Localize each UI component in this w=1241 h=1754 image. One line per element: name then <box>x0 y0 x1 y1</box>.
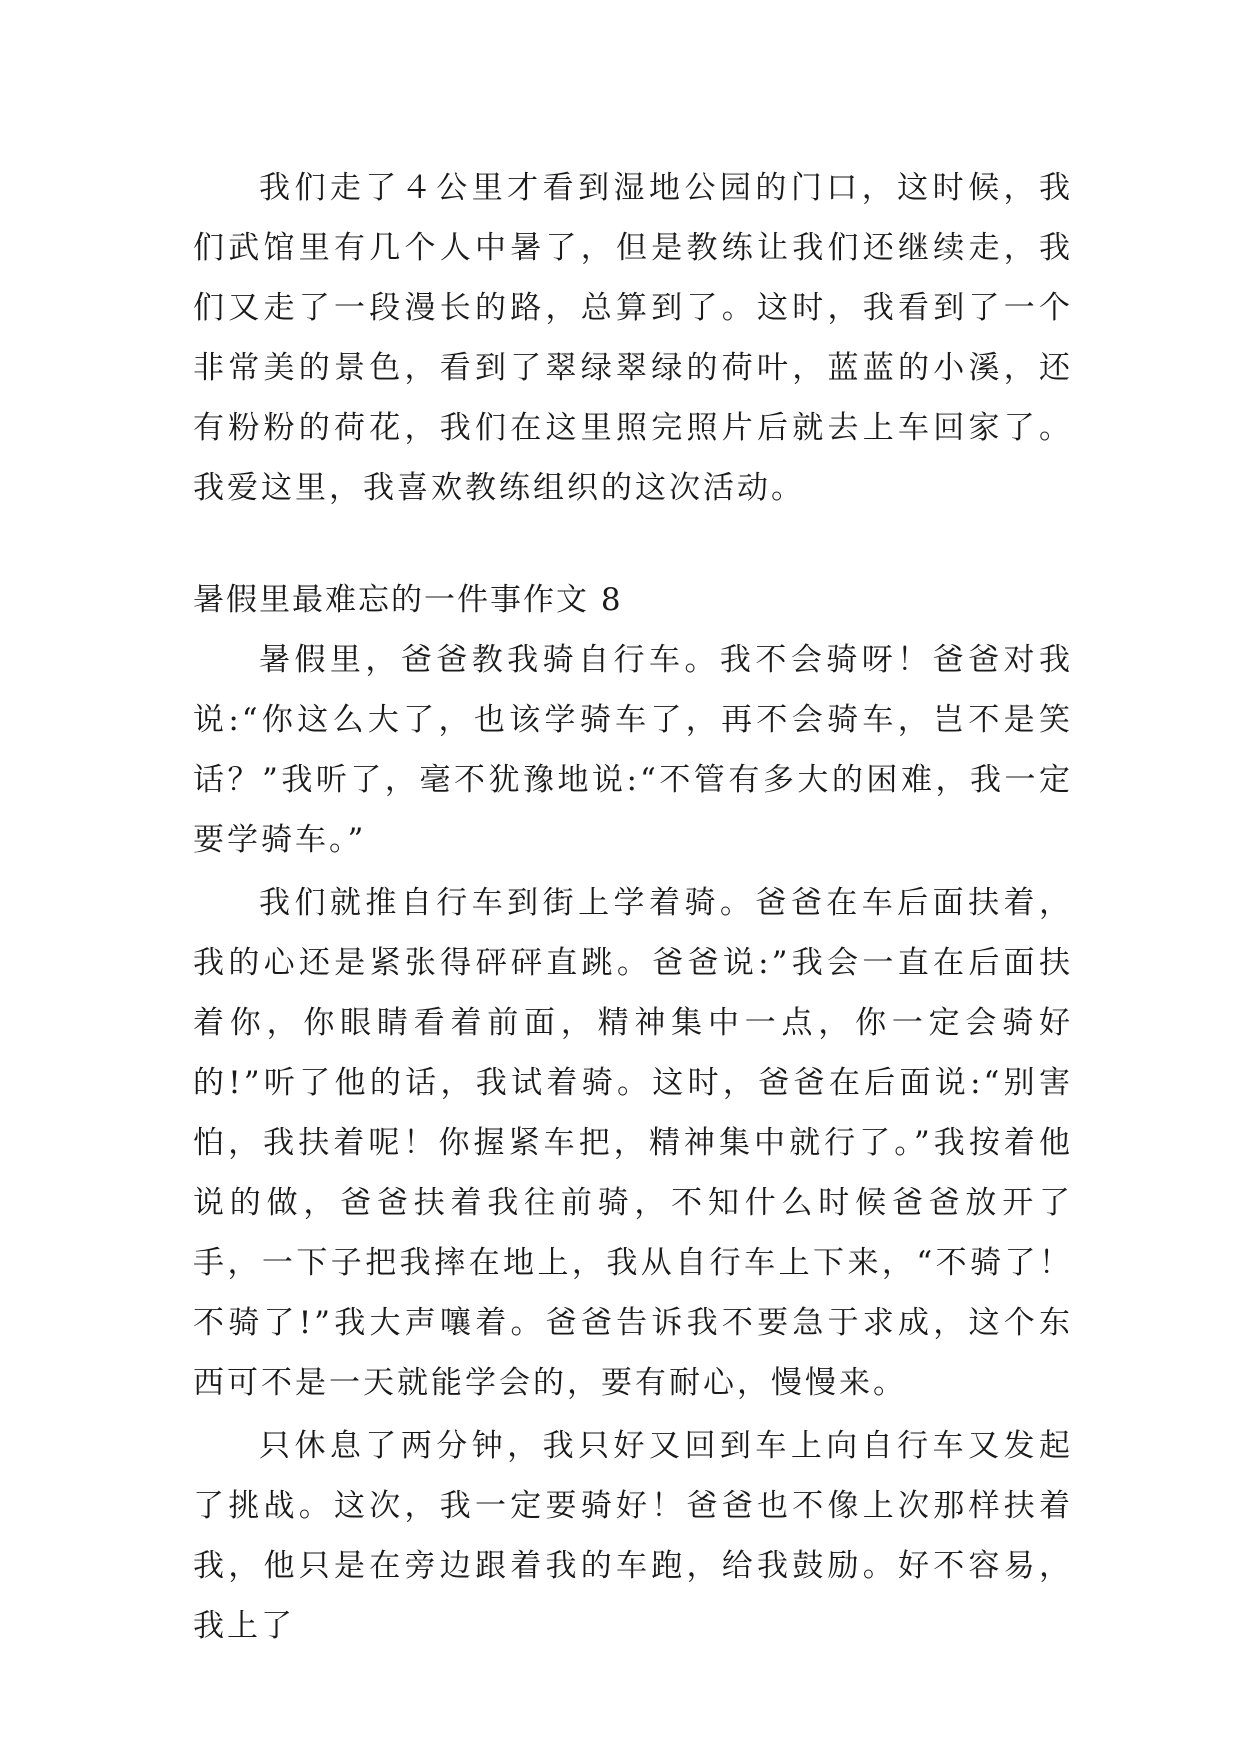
paragraph-1: 我们走了４公里才看到湿地公园的门口，这时候，我们武馆里有几个人中暑了，但是教练让我们还继续走，我们又走了一段漫长的路，总算到了。这时，我看到了一个非常美的景色，看到了翠绿翠绿的荷叶，蓝蓝的小溪，还有粉粉的荷花，我们在这里照完照片后就去上车回家了。我爱这里，我喜欢教练组织的这次活动。 <box>193 170 1073 506</box>
paragraph-3: 我们就推自行车到街上学着骑。爸爸在车后面扶着，我的心还是紧张得砰砰直跳。爸爸说:”我会一直在后面扶着你，你眼睛看着前面，精神集中一点，你一定会骑好的!”听了他的话，我试着骑。这时，爸爸在后面说:“别害怕，我扶着呢！你握紧车把，精神集中就行了。”我按着他说的做，爸爸扶着我往前骑，不知什么时候爸爸放开了手，一下子把我摔在地上，我从自行车上下来，“不骑了！不骑了!”我大声嚷着。爸爸告诉我不要急于求成，这个东西可不是一天就能学会的，要有耐心，慢慢来。 <box>193 885 1073 1401</box>
document-body <box>193 158 1073 1659</box>
paragraph-4: 只休息了两分钟，我只好又回到车上向自行车又发起了挑战。这次，我一定要骑好！爸爸也不像上次那样扶着我，他只是在旁边跟着我的车跑，给我鼓励。好不容易，我上了 <box>193 1428 1073 1644</box>
section-heading: 暑假里最难忘的一件事作文 8 <box>193 582 623 618</box>
paragraph-2: 暑假里，爸爸教我骑自行车。我不会骑呀！爸爸对我说:“你这么大了，也该学骑车了，再不会骑车，岂不是笑话？”我听了，毫不犹豫地说:“不管有多大的困难，我一定要学骑车。” <box>193 642 1073 858</box>
